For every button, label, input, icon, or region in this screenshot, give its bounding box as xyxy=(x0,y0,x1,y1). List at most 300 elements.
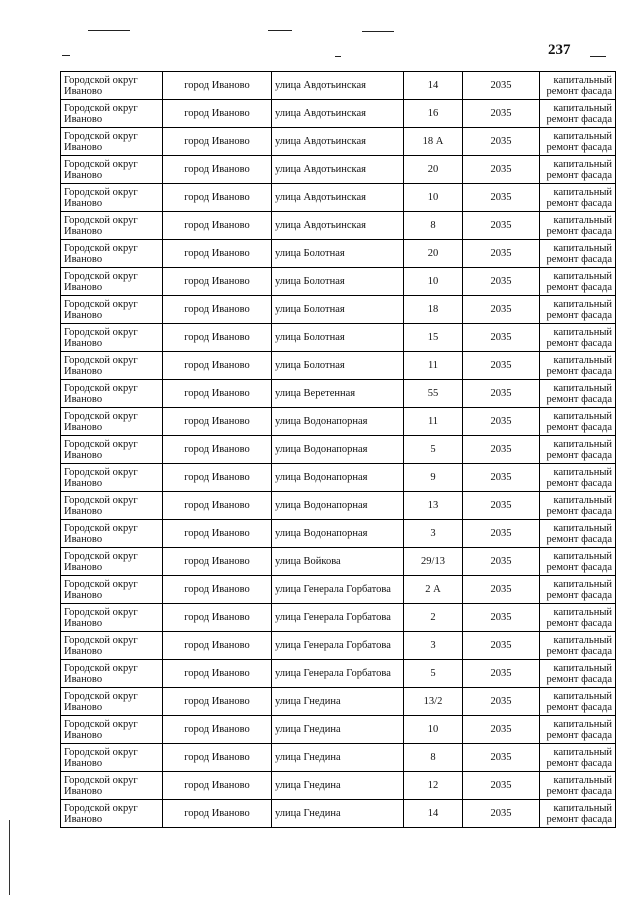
work-type-cell xyxy=(540,324,616,352)
city-cell: город Иваново xyxy=(163,436,272,464)
house-number-cell: 14 xyxy=(404,800,463,828)
city-cell: город Иваново xyxy=(163,296,272,324)
work-type-cell xyxy=(540,548,616,576)
okrug-cell xyxy=(61,520,163,548)
okrug-line-1: Городской округ xyxy=(64,802,138,814)
house-number-cell: 8 xyxy=(404,212,463,240)
work-type-line-2: ремонт фасада xyxy=(546,225,612,237)
okrug-line-2: Иваново xyxy=(64,281,103,293)
okrug-line-1: Городской округ xyxy=(64,102,138,114)
okrug-line-2: Иваново xyxy=(64,645,103,657)
table-row xyxy=(61,296,616,324)
city-cell: город Иваново xyxy=(163,72,272,100)
work-type-line-2: ремонт фасада xyxy=(546,589,612,601)
table-row xyxy=(61,268,616,296)
okrug-cell xyxy=(61,744,163,772)
house-number-cell: 2 xyxy=(404,604,463,632)
table-row xyxy=(61,100,616,128)
house-number-cell: 13 xyxy=(404,492,463,520)
city-cell: город Иваново xyxy=(163,212,272,240)
city-cell: город Иваново xyxy=(163,688,272,716)
city-cell: город Иваново xyxy=(163,492,272,520)
year-cell: 2035 xyxy=(463,632,540,660)
street-cell: улица Генерала Горбатова xyxy=(272,576,404,604)
okrug-line-1: Городской округ xyxy=(64,438,138,450)
okrug-cell xyxy=(61,352,163,380)
scan-mark-1 xyxy=(88,30,130,31)
house-number-cell: 11 xyxy=(404,352,463,380)
okrug-line-2: Иваново xyxy=(64,421,103,433)
okrug-cell xyxy=(61,772,163,800)
work-type-cell xyxy=(540,660,616,688)
year-cell: 2035 xyxy=(463,520,540,548)
okrug-line-2: Иваново xyxy=(64,673,103,685)
house-number-cell: 9 xyxy=(404,464,463,492)
work-type-line-1: капитальный xyxy=(553,690,612,702)
work-type-cell xyxy=(540,436,616,464)
city-cell: город Иваново xyxy=(163,240,272,268)
street-cell: улица Водонапорная xyxy=(272,436,404,464)
work-type-line-2: ремонт фасада xyxy=(546,169,612,181)
okrug-cell xyxy=(61,128,163,156)
table-row xyxy=(61,604,616,632)
house-number-cell: 20 xyxy=(404,240,463,268)
house-number-cell: 5 xyxy=(404,436,463,464)
okrug-cell xyxy=(61,492,163,520)
city-cell: город Иваново xyxy=(163,380,272,408)
okrug-cell xyxy=(61,184,163,212)
street-cell: улица Гнедина xyxy=(272,772,404,800)
work-type-line-1: капитальный xyxy=(553,74,612,86)
work-type-line-1: капитальный xyxy=(553,130,612,142)
work-type-line-2: ремонт фасада xyxy=(546,729,612,741)
city-cell: город Иваново xyxy=(163,716,272,744)
year-cell: 2035 xyxy=(463,324,540,352)
street-cell: улица Гнедина xyxy=(272,744,404,772)
house-number-cell: 13/2 xyxy=(404,688,463,716)
scan-mark-2 xyxy=(268,30,292,31)
work-type-line-1: капитальный xyxy=(553,438,612,450)
work-type-cell xyxy=(540,576,616,604)
work-type-line-1: капитальный xyxy=(553,578,612,590)
okrug-line-2: Иваново xyxy=(64,813,103,825)
year-cell: 2035 xyxy=(463,548,540,576)
okrug-cell xyxy=(61,716,163,744)
city-cell: город Иваново xyxy=(163,128,272,156)
year-cell: 2035 xyxy=(463,436,540,464)
okrug-cell xyxy=(61,548,163,576)
work-type-line-2: ремонт фасада xyxy=(546,477,612,489)
city-cell: город Иваново xyxy=(163,520,272,548)
work-type-cell xyxy=(540,464,616,492)
okrug-cell xyxy=(61,296,163,324)
okrug-line-2: Иваново xyxy=(64,477,103,489)
city-cell: город Иваново xyxy=(163,744,272,772)
okrug-line-1: Городской округ xyxy=(64,158,138,170)
work-type-line-1: капитальный xyxy=(553,186,612,198)
okrug-cell xyxy=(61,212,163,240)
work-type-cell xyxy=(540,128,616,156)
street-cell: улица Авдотьинская xyxy=(272,100,404,128)
year-cell: 2035 xyxy=(463,408,540,436)
work-type-line-1: капитальный xyxy=(553,298,612,310)
city-cell: город Иваново xyxy=(163,604,272,632)
street-cell: улица Веретенная xyxy=(272,380,404,408)
okrug-line-1: Городской округ xyxy=(64,774,138,786)
city-cell: город Иваново xyxy=(163,408,272,436)
work-type-line-1: капитальный xyxy=(553,270,612,282)
year-cell: 2035 xyxy=(463,660,540,688)
city-cell: город Иваново xyxy=(163,548,272,576)
year-cell: 2035 xyxy=(463,772,540,800)
street-cell: улица Гнедина xyxy=(272,688,404,716)
work-type-line-2: ремонт фасада xyxy=(546,337,612,349)
okrug-cell xyxy=(61,100,163,128)
work-type-cell xyxy=(540,744,616,772)
year-cell: 2035 xyxy=(463,72,540,100)
street-cell: улица Авдотьинская xyxy=(272,128,404,156)
work-type-cell xyxy=(540,184,616,212)
work-type-line-2: ремонт фасада xyxy=(546,309,612,321)
okrug-line-1: Городской округ xyxy=(64,522,138,534)
work-type-line-2: ремонт фасада xyxy=(546,505,612,517)
okrug-line-2: Иваново xyxy=(64,253,103,265)
table-row xyxy=(61,184,616,212)
street-cell: улица Болотная xyxy=(272,268,404,296)
work-type-cell xyxy=(540,772,616,800)
street-cell: улица Генерала Горбатова xyxy=(272,660,404,688)
okrug-line-2: Иваново xyxy=(64,533,103,545)
city-cell: город Иваново xyxy=(163,324,272,352)
scan-mark-5 xyxy=(335,56,341,57)
page-number: 237 xyxy=(548,42,571,58)
work-type-line-2: ремонт фасада xyxy=(546,281,612,293)
work-type-cell xyxy=(540,408,616,436)
street-cell: улица Авдотьинская xyxy=(272,156,404,184)
okrug-cell xyxy=(61,660,163,688)
house-number-cell: 15 xyxy=(404,324,463,352)
street-cell: улица Водонапорная xyxy=(272,408,404,436)
okrug-line-2: Иваново xyxy=(64,701,103,713)
house-number-cell: 18 xyxy=(404,296,463,324)
year-cell: 2035 xyxy=(463,576,540,604)
street-cell: улица Водонапорная xyxy=(272,520,404,548)
table-row xyxy=(61,212,616,240)
okrug-line-1: Городской округ xyxy=(64,662,138,674)
table-row xyxy=(61,520,616,548)
work-type-cell xyxy=(540,604,616,632)
street-cell: улица Водонапорная xyxy=(272,492,404,520)
okrug-line-1: Городской округ xyxy=(64,298,138,310)
work-type-line-1: капитальный xyxy=(553,214,612,226)
okrug-line-2: Иваново xyxy=(64,141,103,153)
street-cell: улица Болотная xyxy=(272,296,404,324)
work-type-line-1: капитальный xyxy=(553,382,612,394)
city-cell: город Иваново xyxy=(163,156,272,184)
house-number-cell: 55 xyxy=(404,380,463,408)
house-number-cell: 18 А xyxy=(404,128,463,156)
work-type-line-1: капитальный xyxy=(553,662,612,674)
work-type-cell xyxy=(540,492,616,520)
work-type-cell xyxy=(540,212,616,240)
work-type-cell xyxy=(540,268,616,296)
work-type-cell xyxy=(540,716,616,744)
okrug-line-1: Городской округ xyxy=(64,606,138,618)
scan-mark-6 xyxy=(590,56,606,57)
table-row xyxy=(61,436,616,464)
work-type-line-1: капитальный xyxy=(553,242,612,254)
street-cell: улица Болотная xyxy=(272,352,404,380)
work-type-line-1: капитальный xyxy=(553,774,612,786)
table-row xyxy=(61,72,616,100)
house-number-cell: 16 xyxy=(404,100,463,128)
okrug-line-1: Городской округ xyxy=(64,746,138,758)
work-type-line-2: ремонт фасада xyxy=(546,813,612,825)
year-cell: 2035 xyxy=(463,380,540,408)
okrug-line-1: Городской округ xyxy=(64,270,138,282)
house-number-cell: 29/13 xyxy=(404,548,463,576)
house-number-cell: 8 xyxy=(404,744,463,772)
city-cell: город Иваново xyxy=(163,660,272,688)
year-cell: 2035 xyxy=(463,156,540,184)
table-row xyxy=(61,772,616,800)
okrug-cell xyxy=(61,436,163,464)
work-type-line-2: ремонт фасада xyxy=(546,421,612,433)
okrug-cell xyxy=(61,688,163,716)
street-cell: улица Авдотьинская xyxy=(272,212,404,240)
work-type-line-2: ремонт фасада xyxy=(546,393,612,405)
work-type-cell xyxy=(540,72,616,100)
table-row xyxy=(61,632,616,660)
okrug-cell xyxy=(61,408,163,436)
okrug-cell xyxy=(61,380,163,408)
work-type-line-1: капитальный xyxy=(553,494,612,506)
work-type-cell xyxy=(540,632,616,660)
okrug-line-2: Иваново xyxy=(64,785,103,797)
work-type-line-2: ремонт фасада xyxy=(546,197,612,209)
work-type-line-1: капитальный xyxy=(553,550,612,562)
okrug-cell xyxy=(61,156,163,184)
okrug-line-1: Городской округ xyxy=(64,326,138,338)
okrug-line-2: Иваново xyxy=(64,449,103,461)
okrug-line-2: Иваново xyxy=(64,757,103,769)
work-type-line-1: капитальный xyxy=(553,158,612,170)
work-type-cell xyxy=(540,352,616,380)
work-type-line-1: капитальный xyxy=(553,102,612,114)
okrug-line-2: Иваново xyxy=(64,561,103,573)
year-cell: 2035 xyxy=(463,492,540,520)
work-type-line-2: ремонт фасада xyxy=(546,701,612,713)
okrug-line-2: Иваново xyxy=(64,309,103,321)
work-type-line-2: ремонт фасада xyxy=(546,85,612,97)
year-cell: 2035 xyxy=(463,604,540,632)
okrug-line-1: Городской округ xyxy=(64,410,138,422)
table-row xyxy=(61,128,616,156)
street-cell: улица Гнедина xyxy=(272,716,404,744)
okrug-line-1: Городской округ xyxy=(64,634,138,646)
house-number-cell: 5 xyxy=(404,660,463,688)
year-cell: 2035 xyxy=(463,296,540,324)
work-type-line-2: ремонт фасада xyxy=(546,673,612,685)
city-cell: город Иваново xyxy=(163,632,272,660)
city-cell: город Иваново xyxy=(163,800,272,828)
year-cell: 2035 xyxy=(463,184,540,212)
year-cell: 2035 xyxy=(463,268,540,296)
okrug-line-1: Городской округ xyxy=(64,578,138,590)
work-type-cell xyxy=(540,380,616,408)
okrug-cell xyxy=(61,604,163,632)
house-number-cell: 2 А xyxy=(404,576,463,604)
okrug-cell xyxy=(61,632,163,660)
table-row xyxy=(61,800,616,828)
work-type-line-2: ремонт фасада xyxy=(546,561,612,573)
house-number-cell: 10 xyxy=(404,268,463,296)
okrug-line-2: Иваново xyxy=(64,197,103,209)
table-row xyxy=(61,408,616,436)
city-cell: город Иваново xyxy=(163,100,272,128)
table-row xyxy=(61,548,616,576)
table-row xyxy=(61,464,616,492)
scan-mark-3 xyxy=(362,31,394,32)
work-type-line-1: капитальный xyxy=(553,802,612,814)
street-cell: улица Войкова xyxy=(272,548,404,576)
okrug-line-1: Городской округ xyxy=(64,242,138,254)
okrug-line-1: Городской округ xyxy=(64,382,138,394)
okrug-line-2: Иваново xyxy=(64,589,103,601)
okrug-cell xyxy=(61,240,163,268)
street-cell: улица Генерала Горбатова xyxy=(272,632,404,660)
work-type-line-1: капитальный xyxy=(553,746,612,758)
okrug-line-1: Городской округ xyxy=(64,354,138,366)
okrug-cell xyxy=(61,268,163,296)
house-number-cell: 3 xyxy=(404,520,463,548)
okrug-line-1: Городской округ xyxy=(64,130,138,142)
house-number-cell: 11 xyxy=(404,408,463,436)
year-cell: 2035 xyxy=(463,352,540,380)
work-type-line-2: ремонт фасада xyxy=(546,617,612,629)
street-cell: улица Болотная xyxy=(272,324,404,352)
okrug-line-2: Иваново xyxy=(64,617,103,629)
house-number-cell: 10 xyxy=(404,716,463,744)
address-table-body xyxy=(61,72,616,828)
work-type-line-2: ремонт фасада xyxy=(546,141,612,153)
work-type-line-2: ремонт фасада xyxy=(546,253,612,265)
work-type-line-1: капитальный xyxy=(553,410,612,422)
table-row xyxy=(61,352,616,380)
table-row xyxy=(61,324,616,352)
work-type-line-2: ремонт фасада xyxy=(546,365,612,377)
work-type-line-2: ремонт фасада xyxy=(546,645,612,657)
street-cell: улица Авдотьинская xyxy=(272,184,404,212)
year-cell: 2035 xyxy=(463,240,540,268)
work-type-cell xyxy=(540,520,616,548)
street-cell: улица Гнедина xyxy=(272,800,404,828)
work-type-line-1: капитальный xyxy=(553,466,612,478)
okrug-line-1: Городской округ xyxy=(64,214,138,226)
work-type-line-2: ремонт фасада xyxy=(546,113,612,125)
table-row xyxy=(61,716,616,744)
house-number-cell: 12 xyxy=(404,772,463,800)
okrug-cell xyxy=(61,72,163,100)
table-row xyxy=(61,156,616,184)
table-row xyxy=(61,492,616,520)
year-cell: 2035 xyxy=(463,744,540,772)
work-type-line-2: ремонт фасада xyxy=(546,533,612,545)
city-cell: город Иваново xyxy=(163,184,272,212)
work-type-line-2: ремонт фасада xyxy=(546,785,612,797)
address-table xyxy=(60,71,616,828)
table-row xyxy=(61,688,616,716)
work-type-line-1: капитальный xyxy=(553,634,612,646)
year-cell: 2035 xyxy=(463,688,540,716)
work-type-cell xyxy=(540,800,616,828)
okrug-line-2: Иваново xyxy=(64,337,103,349)
work-type-line-1: капитальный xyxy=(553,606,612,618)
okrug-line-2: Иваново xyxy=(64,365,103,377)
street-cell: улица Авдотьинская xyxy=(272,72,404,100)
binding-margin-line xyxy=(9,820,10,895)
year-cell: 2035 xyxy=(463,212,540,240)
okrug-cell xyxy=(61,576,163,604)
okrug-line-1: Городской округ xyxy=(64,550,138,562)
okrug-cell xyxy=(61,464,163,492)
table-row xyxy=(61,240,616,268)
table-row xyxy=(61,576,616,604)
work-type-line-1: капитальный xyxy=(553,326,612,338)
street-cell: улица Водонапорная xyxy=(272,464,404,492)
year-cell: 2035 xyxy=(463,464,540,492)
work-type-cell xyxy=(540,100,616,128)
work-type-line-2: ремонт фасада xyxy=(546,757,612,769)
okrug-line-1: Городской округ xyxy=(64,74,138,86)
city-cell: город Иваново xyxy=(163,772,272,800)
house-number-cell: 20 xyxy=(404,156,463,184)
city-cell: город Иваново xyxy=(163,352,272,380)
house-number-cell: 14 xyxy=(404,72,463,100)
okrug-line-2: Иваново xyxy=(64,113,103,125)
okrug-line-2: Иваново xyxy=(64,505,103,517)
city-cell: город Иваново xyxy=(163,268,272,296)
okrug-line-2: Иваново xyxy=(64,169,103,181)
scan-mark-4 xyxy=(62,55,70,56)
year-cell: 2035 xyxy=(463,100,540,128)
okrug-line-2: Иваново xyxy=(64,225,103,237)
city-cell: город Иваново xyxy=(163,464,272,492)
work-type-cell xyxy=(540,296,616,324)
okrug-line-1: Городской округ xyxy=(64,186,138,198)
table-row xyxy=(61,660,616,688)
okrug-line-1: Городской округ xyxy=(64,690,138,702)
table-row xyxy=(61,380,616,408)
okrug-line-2: Иваново xyxy=(64,729,103,741)
work-type-cell xyxy=(540,156,616,184)
okrug-line-1: Городской округ xyxy=(64,494,138,506)
year-cell: 2035 xyxy=(463,800,540,828)
okrug-cell xyxy=(61,800,163,828)
house-number-cell: 10 xyxy=(404,184,463,212)
okrug-line-1: Городской округ xyxy=(64,718,138,730)
okrug-line-2: Иваново xyxy=(64,393,103,405)
year-cell: 2035 xyxy=(463,128,540,156)
city-cell: город Иваново xyxy=(163,576,272,604)
okrug-cell xyxy=(61,324,163,352)
okrug-line-1: Городской округ xyxy=(64,466,138,478)
work-type-line-1: капитальный xyxy=(553,522,612,534)
street-cell: улица Болотная xyxy=(272,240,404,268)
table-row xyxy=(61,744,616,772)
work-type-line-2: ремонт фасада xyxy=(546,449,612,461)
work-type-line-1: капитальный xyxy=(553,718,612,730)
